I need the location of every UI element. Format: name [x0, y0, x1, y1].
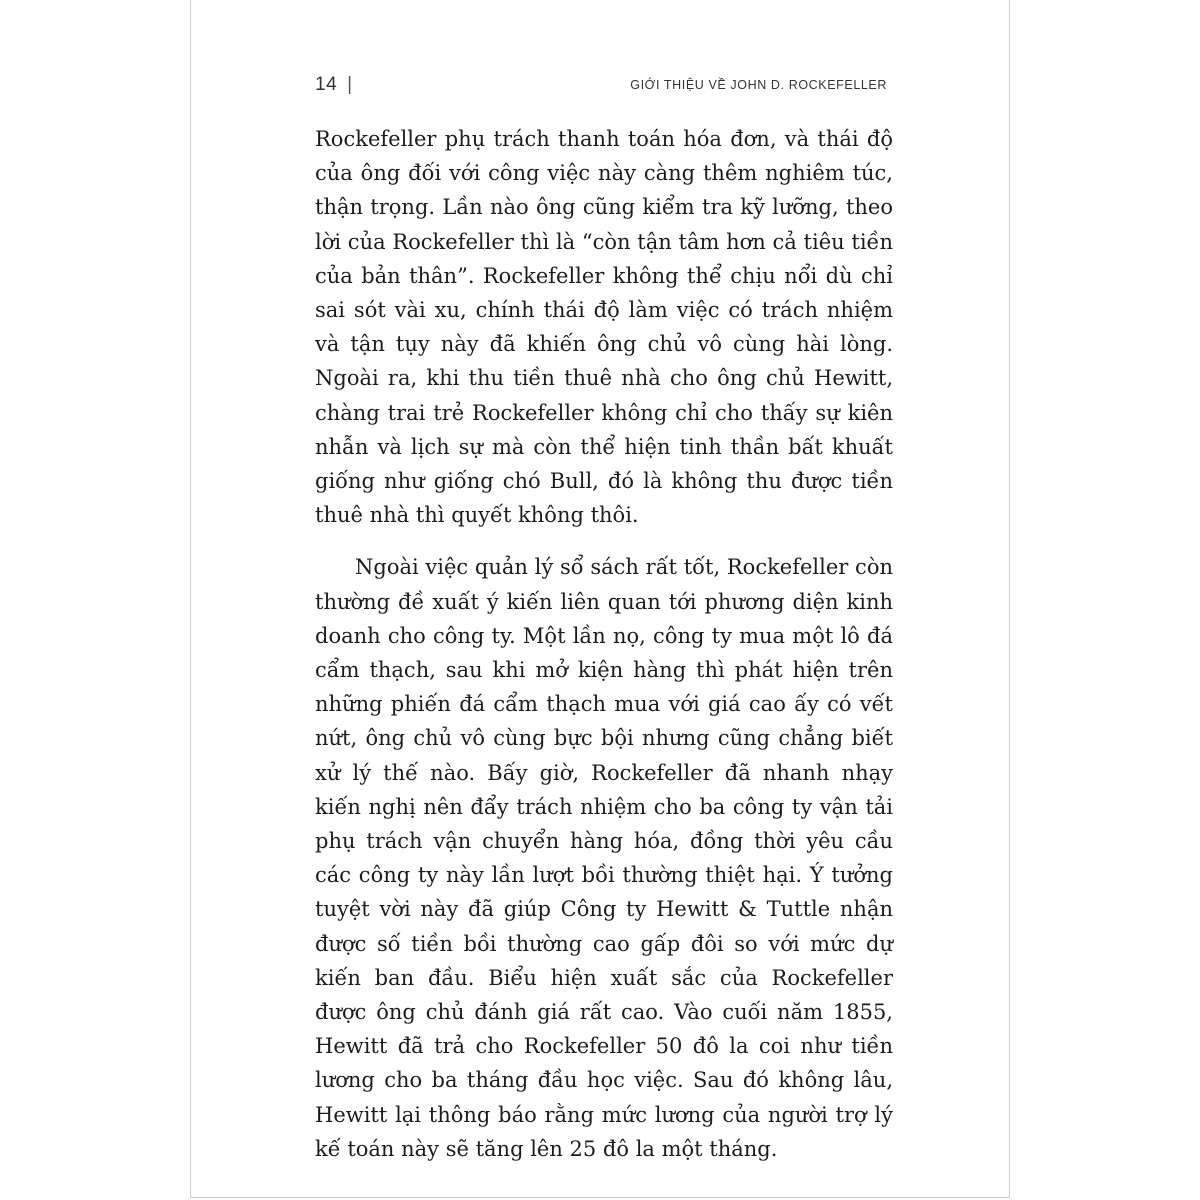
page-number-group — [315, 74, 353, 96]
paragraph: Rockefeller phụ trách thanh toán hóa đơn, và thái độ của ông đối với công việc này càng thêm nghiêm túc, thận trọng. Lần nào ông cũng kiểm tra kỹ lưỡng, theo lời của Rockefeller thì là “còn tận tâm hơn cả tiêu tiền của bản thân”. Rockefeller không thể chịu nổi dù chỉ sai sót vài xu, chính thái độ làm việc có trách nhiệm và tận tụy này đã khiến ông chủ vô cùng hài lòng. Ngoài ra, khi thu tiền thuê nhà cho ông chủ Hewitt, chàng trai trẻ Rockefeller không chỉ cho thấy sự kiên nhẫn và lịch sự mà còn thể hiện tinh thần bất khuất giống như giống chó Bull, đó là không thu được tiền thuê nhà thì quyết không thôi. — [315, 127, 893, 528]
page-number: 14 — [315, 74, 338, 95]
book-page — [190, 0, 1010, 1198]
header-separator: | — [347, 74, 353, 95]
paragraph: Ngoài việc quản lý sổ sách rất tốt, Rockefeller còn thường đề xuất ý kiến liên quan tới phương diện kinh doanh cho công ty. Một lần nọ, công ty mua một lô đá cẩm thạch, sau khi mở kiện hàng thì phát hiện trên những phiến đá cẩm thạch mua với giá cao ấy có vết nứt, ông chủ vô cùng bực bội nhưng cũng chẳng biết xử lý thế nào. Bấy giờ, Rockefeller đã nhanh nhạy kiến nghị nên đẩy trách nhiệm cho ba công ty vận tải phụ trách vận chuyển hàng hóa, đồng thời yêu cầu các công ty này lần lượt bồi thường thiệt hại. Ý tưởng tuyệt vời này đã giúp Công ty Hewitt & Tuttle nhận được số tiền bồi thường cao gấp đôi so với mức dự kiến ban đầu. Biểu hiện xuất sắc của Rockefeller được ông chủ đánh giá rất cao. Vào cuối năm 1855, Hewitt đã trả cho Rockefeller 50 đô la coi như tiền lương cho ba tháng đầu học việc. Sau đó không lâu, Hewitt lại thông báo rằng mức lương của người trợ lý kế toán này sẽ tăng lên 25 đô la một tháng. — [315, 555, 893, 1161]
page-header — [315, 72, 887, 98]
running-head: GIỚI THIỆU VỀ JOHN D. ROCKEFELLER — [630, 78, 887, 92]
body-text — [315, 122, 893, 1166]
